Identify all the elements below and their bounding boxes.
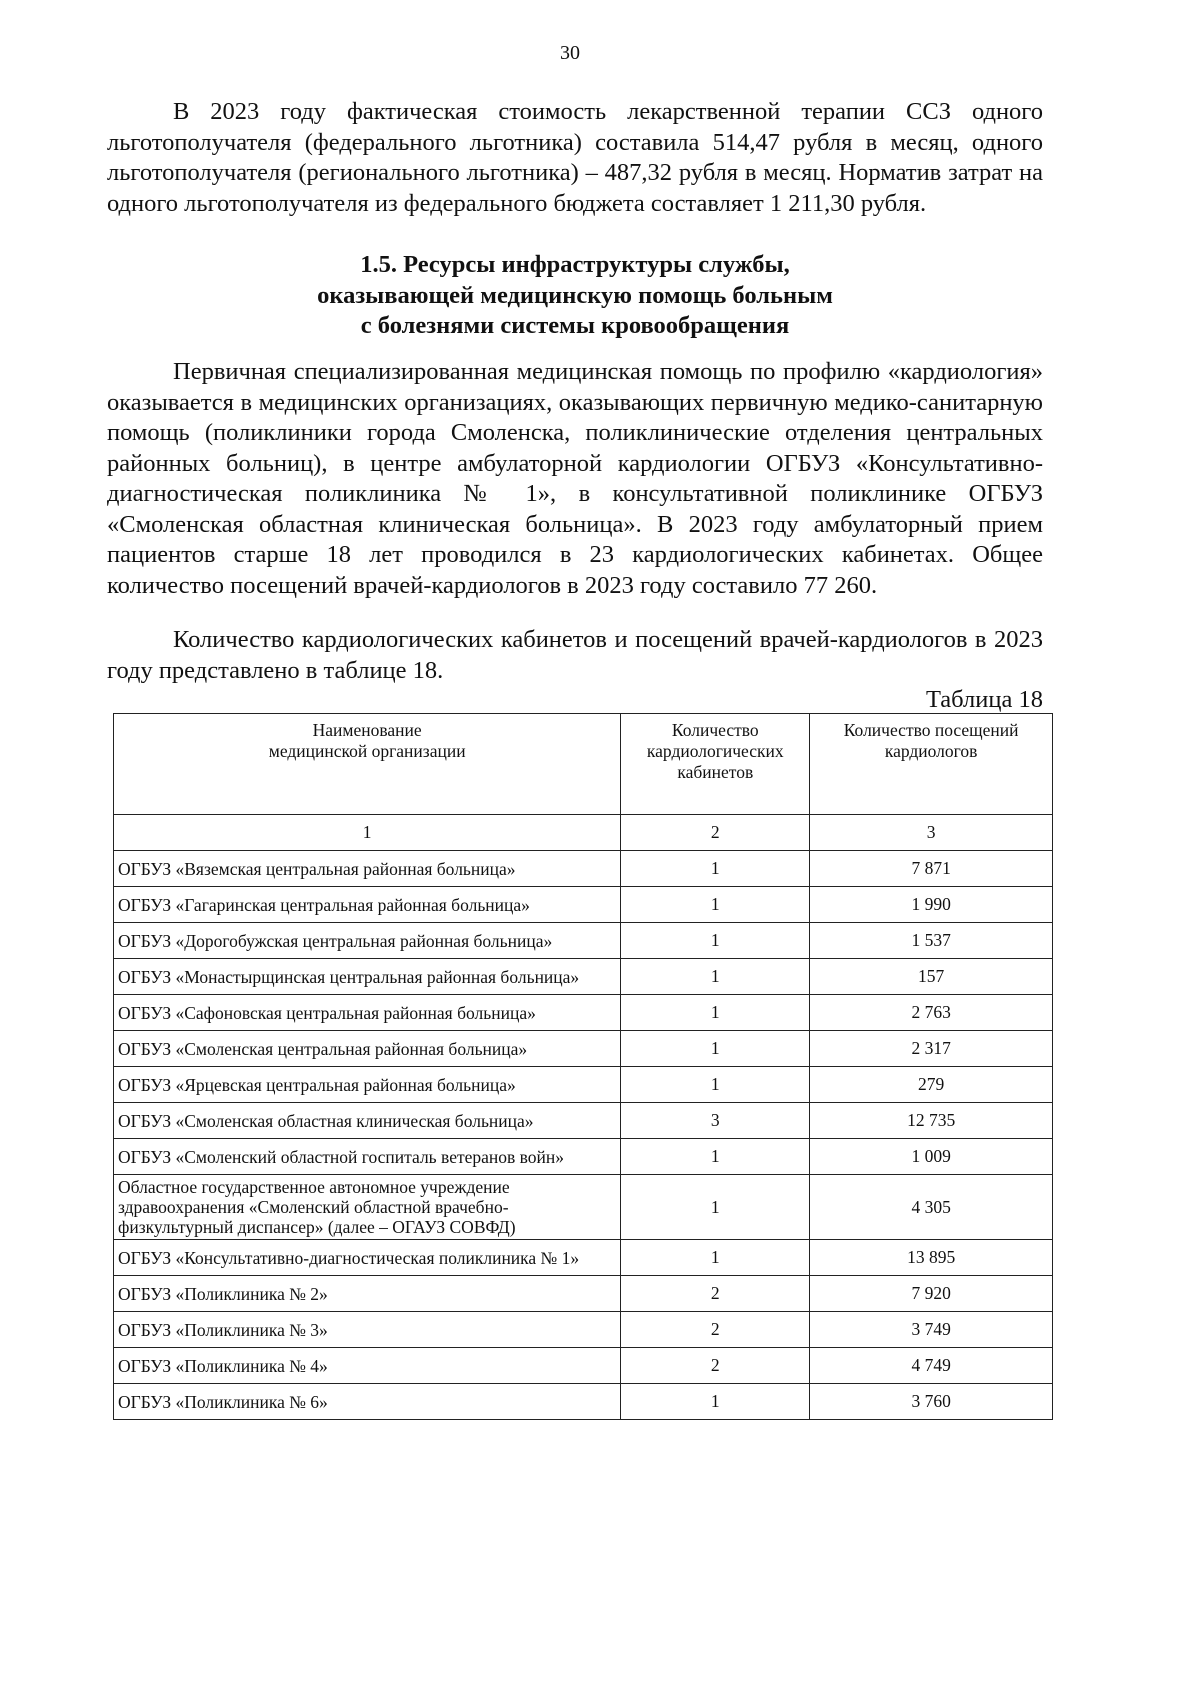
cabinets-count: 1: [621, 1031, 810, 1067]
cardiology-table: [113, 713, 1053, 1420]
column-number: 3: [810, 815, 1053, 851]
table-row: [114, 851, 1053, 887]
page-number: 30: [560, 42, 580, 64]
table-row: [114, 1031, 1053, 1067]
table-row: [114, 1276, 1053, 1312]
cabinets-count: 2: [621, 1312, 810, 1348]
visits-count: 1 009: [810, 1139, 1053, 1175]
organization-name: ОГБУЗ «Поликлиника № 4»: [114, 1348, 621, 1384]
heading-line: с болезнями системы кровообращения: [360, 312, 790, 339]
table-row: [114, 1348, 1053, 1384]
table-row: [114, 1240, 1053, 1276]
organization-name: Областное государственное автономное учреждение здравоохранения «Смоленский областной врачебно-физкультурный диспансер» (далее – ОГАУЗ СОВФД): [114, 1175, 621, 1240]
visits-count: 157: [810, 959, 1053, 995]
paragraph-table-intro: Количество кардиологических кабинетов и посещений врачей-кардиологов в 2023 году представлено в таблице 18.: [107, 626, 1043, 684]
cabinets-count: 1: [621, 1067, 810, 1103]
table-row: [114, 1384, 1053, 1420]
organization-name: ОГБУЗ «Ярцевская центральная районная больница»: [114, 1067, 621, 1103]
organization-name: ОГБУЗ «Поликлиника № 2»: [114, 1276, 621, 1312]
visits-count: 3 760: [810, 1384, 1053, 1420]
visits-count: 7 871: [810, 851, 1053, 887]
organization-name: ОГБУЗ «Поликлиника № 3»: [114, 1312, 621, 1348]
table-row: [114, 1312, 1053, 1348]
cabinets-count: 1: [621, 1175, 810, 1240]
column-number: 2: [621, 815, 810, 851]
paragraph-cardiology-care: Первичная специализированная медицинская помощь по профилю «кардиология» оказывается в медицинских организациях, оказывающих первичную медико-санитарную помощь (поликлиники города Смоленска, поликлинические отделения центральных районных больниц), в центре амбулаторной кардиологии ОГБУЗ «Консультативно-диагностическая поликлиника № 1», в консультативной поликлинике ОГБУЗ «Смоленская областная клиническая больница». В 2023 году амбулаторный прием пациентов старше 18 лет проводился в 23 кардиологических кабинетах. Общее количество посещений врачей-кардиологов в 2023 году составило 77 260.: [107, 358, 1043, 599]
visits-count: 3 749: [810, 1312, 1053, 1348]
table-row: [114, 959, 1053, 995]
paragraph-drug-costs: В 2023 году фактическая стоимость лекарственной терапии ССЗ одного льготополучателя (федерального льготника) составила 514,47 рубля в месяц, одного льготополучателя (регионального льготника) – 487,32 рубля в месяц. Норматив затрат на одного льготополучателя из федерального бюджета составляет 1 211,30 рубля.: [107, 98, 1043, 217]
cabinets-count: 2: [621, 1348, 810, 1384]
cabinets-count: 2: [621, 1276, 810, 1312]
organization-name: ОГБУЗ «Монастырщинская центральная районная больница»: [114, 959, 621, 995]
heading-line: оказывающей медицинскую помощь больным: [317, 281, 833, 309]
table-row: [114, 1139, 1053, 1175]
heading-line: 1.5. Ресурсы инфраструктуры службы,: [360, 251, 790, 278]
cabinets-count: 1: [621, 851, 810, 887]
table-row: [114, 1175, 1053, 1240]
cabinets-count: 1: [621, 887, 810, 923]
table-caption: Таблица 18: [925, 686, 1043, 713]
visits-count: 7 920: [810, 1276, 1053, 1312]
organization-name: ОГБУЗ «Смоленская центральная районная больница»: [114, 1031, 621, 1067]
organization-name: ОГБУЗ «Вяземская центральная районная больница»: [114, 851, 621, 887]
table-row: [114, 1067, 1053, 1103]
organization-name: ОГБУЗ «Смоленский областной госпиталь ветеранов войн»: [114, 1139, 621, 1175]
organization-name: ОГБУЗ «Дорогобужская центральная районная больница»: [114, 923, 621, 959]
column-number: 1: [114, 815, 621, 851]
visits-count: 1 990: [810, 887, 1053, 923]
visits-count: 2 763: [810, 995, 1053, 1031]
cabinets-count: 1: [621, 1139, 810, 1175]
visits-count: 279: [810, 1067, 1053, 1103]
visits-count: 4 749: [810, 1348, 1053, 1384]
table-row: [114, 995, 1053, 1031]
cabinets-count: 1: [621, 1240, 810, 1276]
cabinets-count: 1: [621, 995, 810, 1031]
table-row: [114, 1103, 1053, 1139]
visits-count: 1 537: [810, 923, 1053, 959]
column-number-row: [114, 815, 1053, 851]
organization-name: ОГБУЗ «Сафоновская центральная районная больница»: [114, 995, 621, 1031]
section-heading: [107, 250, 1043, 342]
visits-count: 13 895: [810, 1240, 1053, 1276]
table-row: [114, 923, 1053, 959]
organization-name: ОГБУЗ «Смоленская областная клиническая больница»: [114, 1103, 621, 1139]
cabinets-count: 1: [621, 959, 810, 995]
cabinets-count: 3: [621, 1103, 810, 1139]
visits-count: 4 305: [810, 1175, 1053, 1240]
table-row: [114, 887, 1053, 923]
cabinets-count: 1: [621, 1384, 810, 1420]
header-visits: Количество посещений кардиологов: [810, 714, 1053, 815]
visits-count: 2 317: [810, 1031, 1053, 1067]
organization-name: ОГБУЗ «Поликлиника № 6»: [114, 1384, 621, 1420]
organization-name: ОГБУЗ «Консультативно-диагностическая поликлиника № 1»: [114, 1240, 621, 1276]
cabinets-count: 1: [621, 923, 810, 959]
organization-name: ОГБУЗ «Гагаринская центральная районная больница»: [114, 887, 621, 923]
table-header-row: [114, 714, 1053, 815]
header-organization: Наименование медицинской организации: [114, 714, 621, 815]
header-cabinets: Количество кардиологических кабинетов: [621, 714, 810, 815]
visits-count: 12 735: [810, 1103, 1053, 1139]
